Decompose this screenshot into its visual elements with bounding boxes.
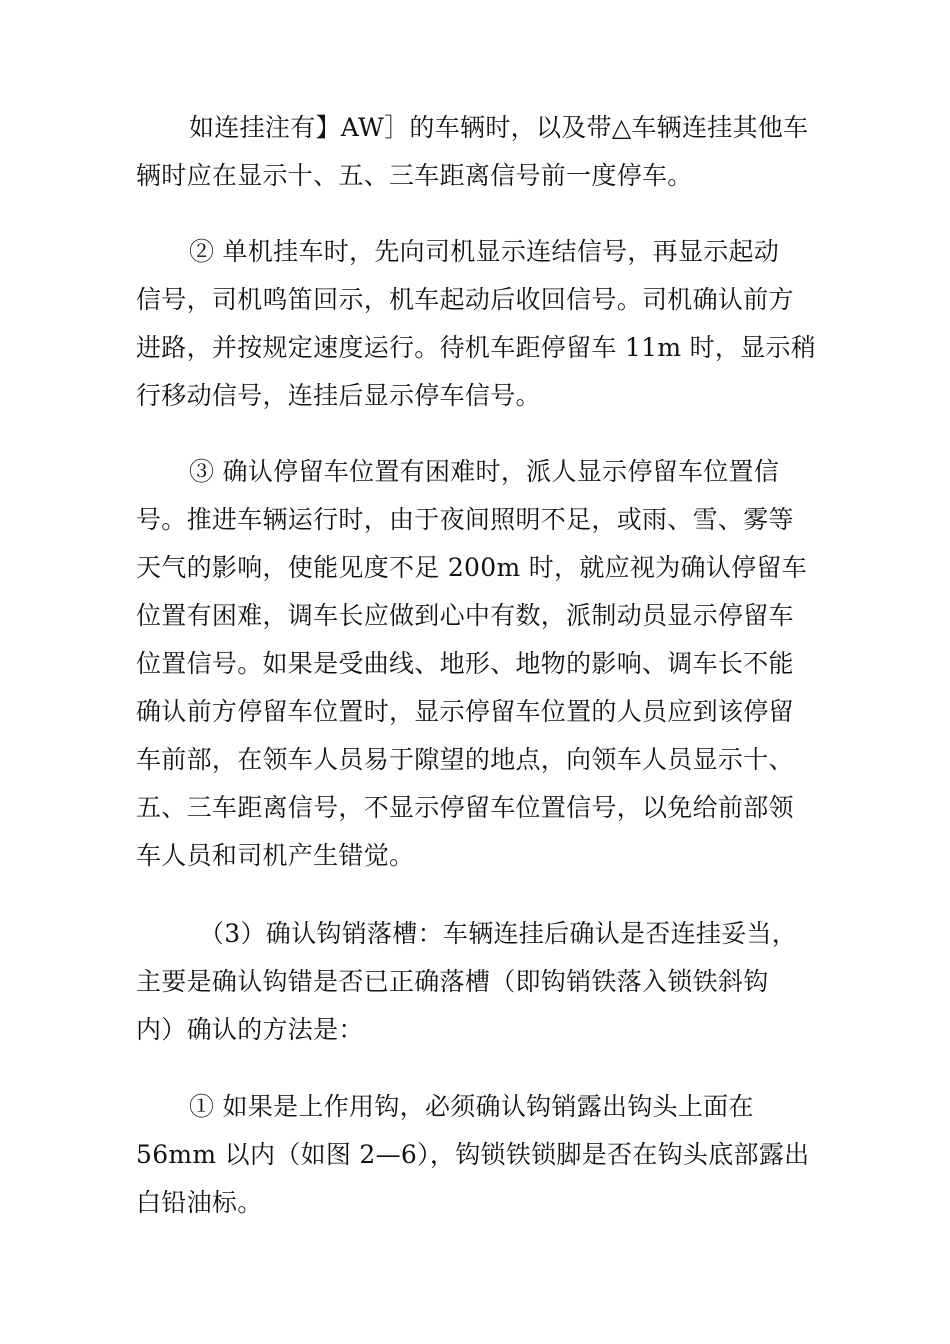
text-line: 辆时应在显示十、五、三车距离信号前一度停车。 bbox=[136, 161, 693, 190]
text-line: 确认前方停留车位置时，显示停留车位置的人员应到该停留 bbox=[136, 697, 794, 726]
text-line: ② 单机挂车时，先向司机显示连结信号，再显示起动 bbox=[189, 237, 780, 266]
paragraph-stationary-car-position bbox=[136, 448, 816, 880]
text-line: 五、三车距离信号，不显示停留车位置信号，以免给前部领 bbox=[136, 793, 794, 822]
paragraph-confirm-hook-pin bbox=[136, 910, 816, 1054]
text-line: （3）确认钩销落槽：车辆连挂后确认是否连挂妥当， bbox=[199, 919, 798, 948]
text-line: 内）确认的方法是： bbox=[136, 1015, 364, 1044]
text-line: 车前部，在领车人员易于隙望的地点，向领车人员显示十、 bbox=[136, 745, 794, 774]
text-line: 白铅油标。 bbox=[136, 1188, 263, 1217]
text-line: 信号，司机鸣笛回示，机车起动后收回信号。司机确认前方 bbox=[136, 285, 794, 314]
paragraph-single-engine-coupling bbox=[136, 228, 816, 420]
text-line: 位置信号。如果是受曲线、地形、地物的影响、调车长不能 bbox=[136, 649, 794, 678]
paragraph-upper-acting-coupler bbox=[136, 1083, 816, 1227]
text-line: 56mm 以内（如图 2—6），钩锁铁锁脚是否在钩头底部露出 bbox=[136, 1140, 810, 1169]
text-line: ① 如果是上作用钩，必须确认钩销露出钩头上面在 bbox=[189, 1092, 754, 1121]
text-line: 天气的影响，使能见度不足 200m 时，就应视为确认停留车 bbox=[136, 553, 808, 582]
text-line: 主要是确认钩错是否已正确落槽（即钩销铁落入锁铁斜钩 bbox=[136, 967, 769, 996]
text-line: 位置有困难，调车长应做到心中有数，派制动员显示停留车 bbox=[136, 601, 794, 630]
text-line: 如连挂注有】AW］的车辆时，以及带△车辆连挂其他车 bbox=[189, 113, 809, 142]
paragraph-coupling-notice bbox=[136, 104, 816, 200]
text-line: 号。推进车辆运行时，由于夜间照明不足，或雨、雪、雾等 bbox=[136, 505, 794, 534]
text-line: ③ 确认停留车位置有困难时，派人显示停留车位置信 bbox=[189, 457, 780, 486]
text-line: 行移动信号，连挂后显示停车信号。 bbox=[136, 381, 541, 410]
text-line: 车人员和司机产生错觉。 bbox=[136, 841, 415, 870]
text-line: 进路，并按规定速度运行。待机车距停留车 11m 时，显示稍 bbox=[136, 333, 817, 362]
